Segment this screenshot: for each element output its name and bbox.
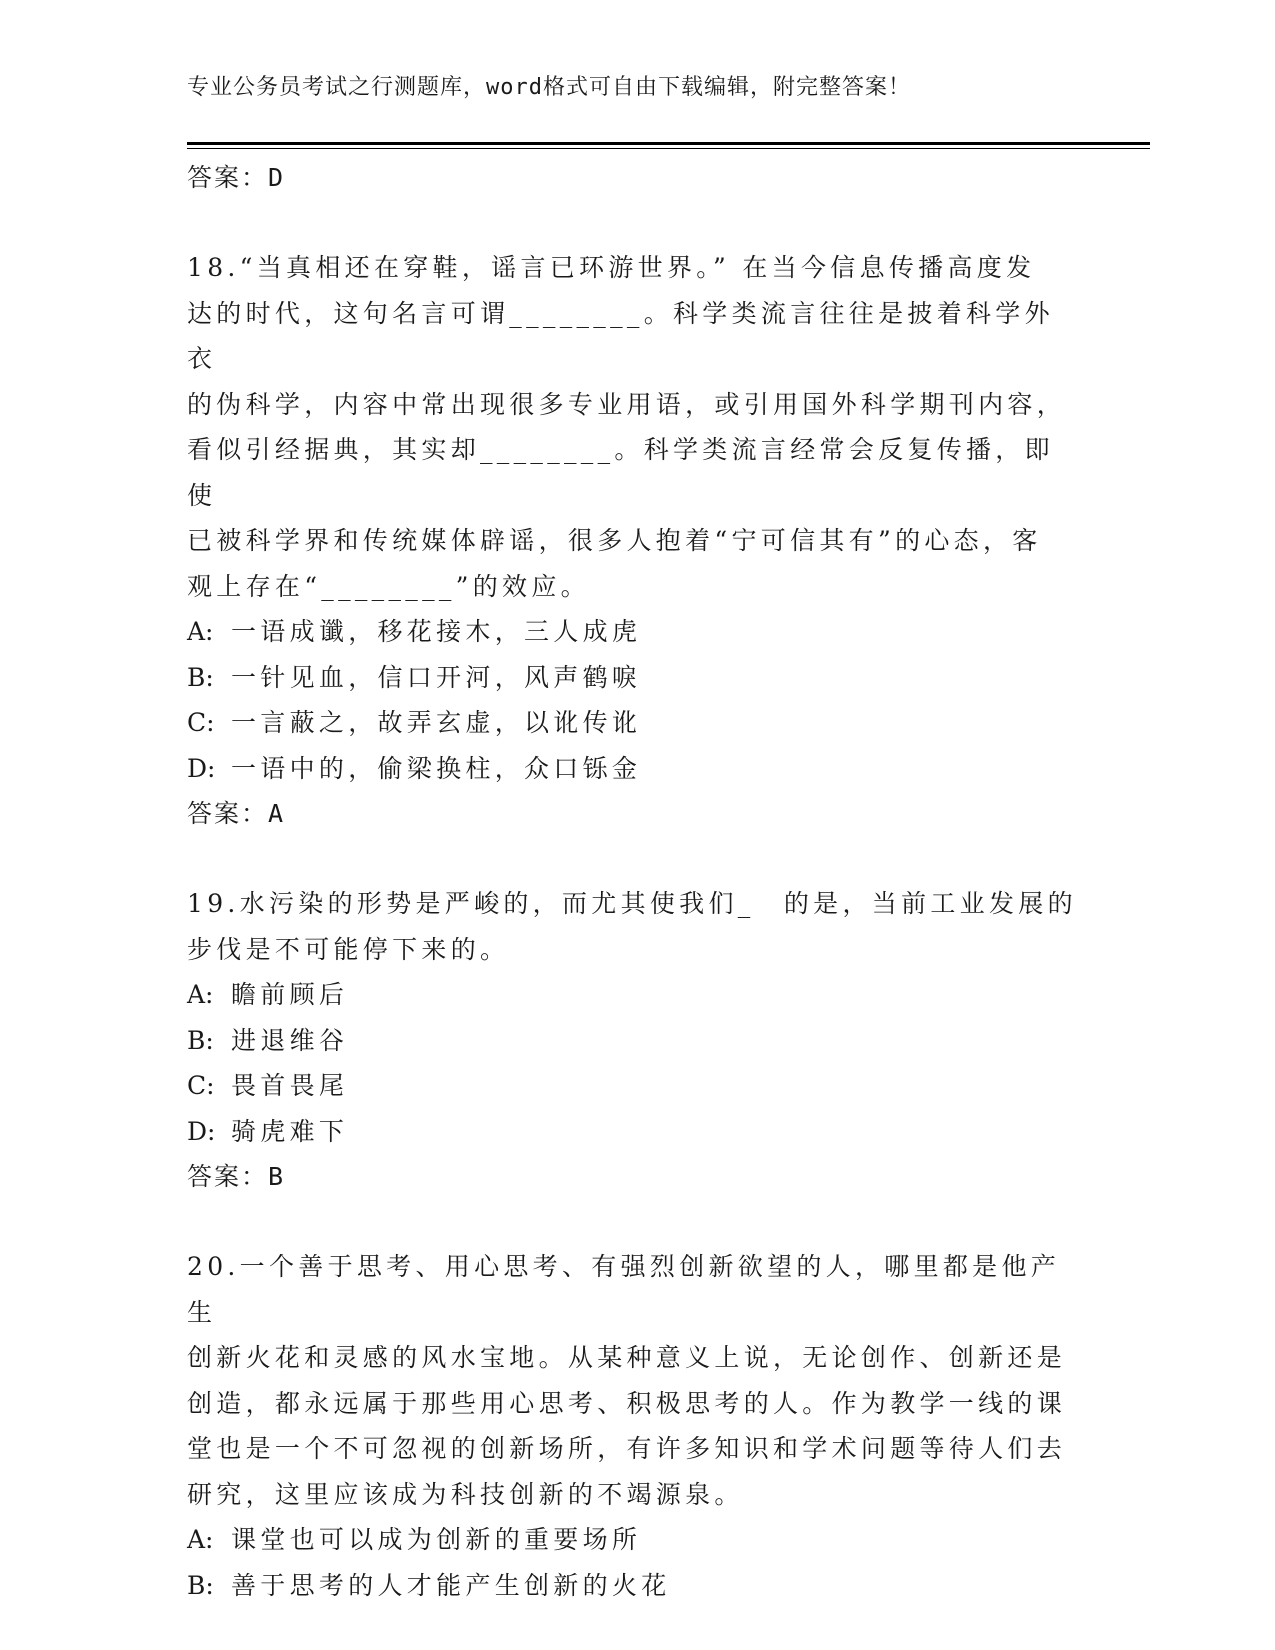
option-letter: A: — [187, 980, 214, 1009]
option-c — [187, 700, 1077, 746]
option-letter: D: — [187, 753, 216, 783]
answer-value: B — [268, 1162, 286, 1191]
stem-line: 一个善于思考、用心思考、有强烈创新欲望的人，哪里都是他产生 — [187, 1252, 1061, 1327]
option-text: 畏首畏尾 — [231, 1071, 349, 1100]
stem-line: “当真相还在穿鞋，谣言已环游世界。” 在当今信息传播高度发 — [239, 253, 1036, 282]
answer-line — [187, 1154, 1077, 1199]
answer-label: 答案： — [187, 1162, 269, 1191]
question-20 — [187, 1244, 1077, 1608]
option-letter: B: — [187, 1025, 214, 1055]
question-19 — [187, 881, 1077, 1199]
option-text: 一针见血，信口开河，风声鹤唳 — [231, 662, 642, 692]
question-stem — [187, 1244, 1077, 1517]
question-number: 20. — [187, 1252, 240, 1281]
option-a — [187, 972, 1077, 1018]
option-letter: A: — [187, 617, 214, 646]
option-letter: C: — [187, 1071, 215, 1100]
question-number: 18. — [187, 253, 240, 282]
option-text: 一言蔽之，故弄玄虚，以讹传讹 — [231, 708, 642, 737]
option-text: 一语中的，偷梁换柱，众口铄金 — [231, 753, 642, 783]
option-b — [187, 1563, 1077, 1609]
option-d — [187, 746, 1077, 792]
stem-line: 达的时代，这句名言可谓________。科学类流言往往是披着科学外衣 — [187, 298, 1054, 373]
option-letter: B: — [187, 1570, 214, 1600]
option-letter: B: — [187, 662, 214, 692]
answer-value: D — [268, 163, 286, 192]
page-header: 专业公务员考试之行测题库，word格式可自由下载编辑，附完整答案！ — [187, 75, 911, 100]
option-text: 一语成谶，移花接木，三人成虎 — [231, 617, 642, 646]
answer-label: 答案： — [187, 799, 269, 828]
option-a — [187, 1517, 1077, 1563]
option-b — [187, 655, 1077, 701]
stem-line: 看似引经据典，其实却________。科学类流言经常会反复传播，即使 — [187, 435, 1054, 510]
answer-line — [187, 155, 1077, 200]
answer-line — [187, 791, 1077, 836]
header-rule-thin — [187, 148, 1150, 149]
stem-line: 步伐是不可能停下来的。 — [187, 934, 510, 964]
answer-value: A — [268, 799, 286, 828]
stem-line: 观上存在“________”的效应。 — [187, 571, 590, 601]
stem-line: 堂也是一个不可忽视的创新场所，有许多知识和学术问题等待人们去 — [187, 1434, 1067, 1463]
option-letter: A: — [187, 1525, 214, 1554]
stem-line: 创新火花和灵感的风水宝地。从某种意义上说，无论创作、创新还是 — [187, 1343, 1067, 1372]
option-c — [187, 1063, 1077, 1109]
option-text: 进退维谷 — [231, 1025, 349, 1055]
option-d — [187, 1109, 1077, 1155]
option-b — [187, 1018, 1077, 1064]
question-number: 19. — [187, 889, 240, 918]
stem-line: 研究，这里应该成为科技创新的不竭源泉。 — [187, 1479, 744, 1509]
stem-line: 已被科学界和传统媒体辟谣，很多人抱着“宁可信其有”的心态，客 — [187, 526, 1042, 555]
option-text: 瞻前顾后 — [231, 980, 349, 1009]
header-rule-thick — [187, 142, 1150, 145]
question-stem — [187, 245, 1077, 609]
stem-line: 的伪科学，内容中常出现很多专业用语，或引用国外科学期刊内容， — [187, 389, 1067, 419]
option-letter: D: — [187, 1116, 216, 1146]
stem-line: 创造，都永远属于那些用心思考、积极思考的人。作为教学一线的课 — [187, 1388, 1067, 1418]
question-stem — [187, 881, 1077, 972]
option-text: 骑虎难下 — [231, 1116, 349, 1146]
question-18 — [187, 245, 1077, 836]
stem-line: 水污染的形势是严峻的，而尤其使我们_ 的是，当前工业发展的 — [239, 889, 1077, 918]
document-body — [187, 155, 1077, 1608]
option-letter: C: — [187, 708, 215, 737]
option-text: 课堂也可以成为创新的重要场所 — [231, 1525, 642, 1554]
option-a — [187, 609, 1077, 655]
answer-label: 答案： — [187, 163, 269, 192]
option-text: 善于思考的人才能产生创新的火花 — [231, 1570, 671, 1600]
